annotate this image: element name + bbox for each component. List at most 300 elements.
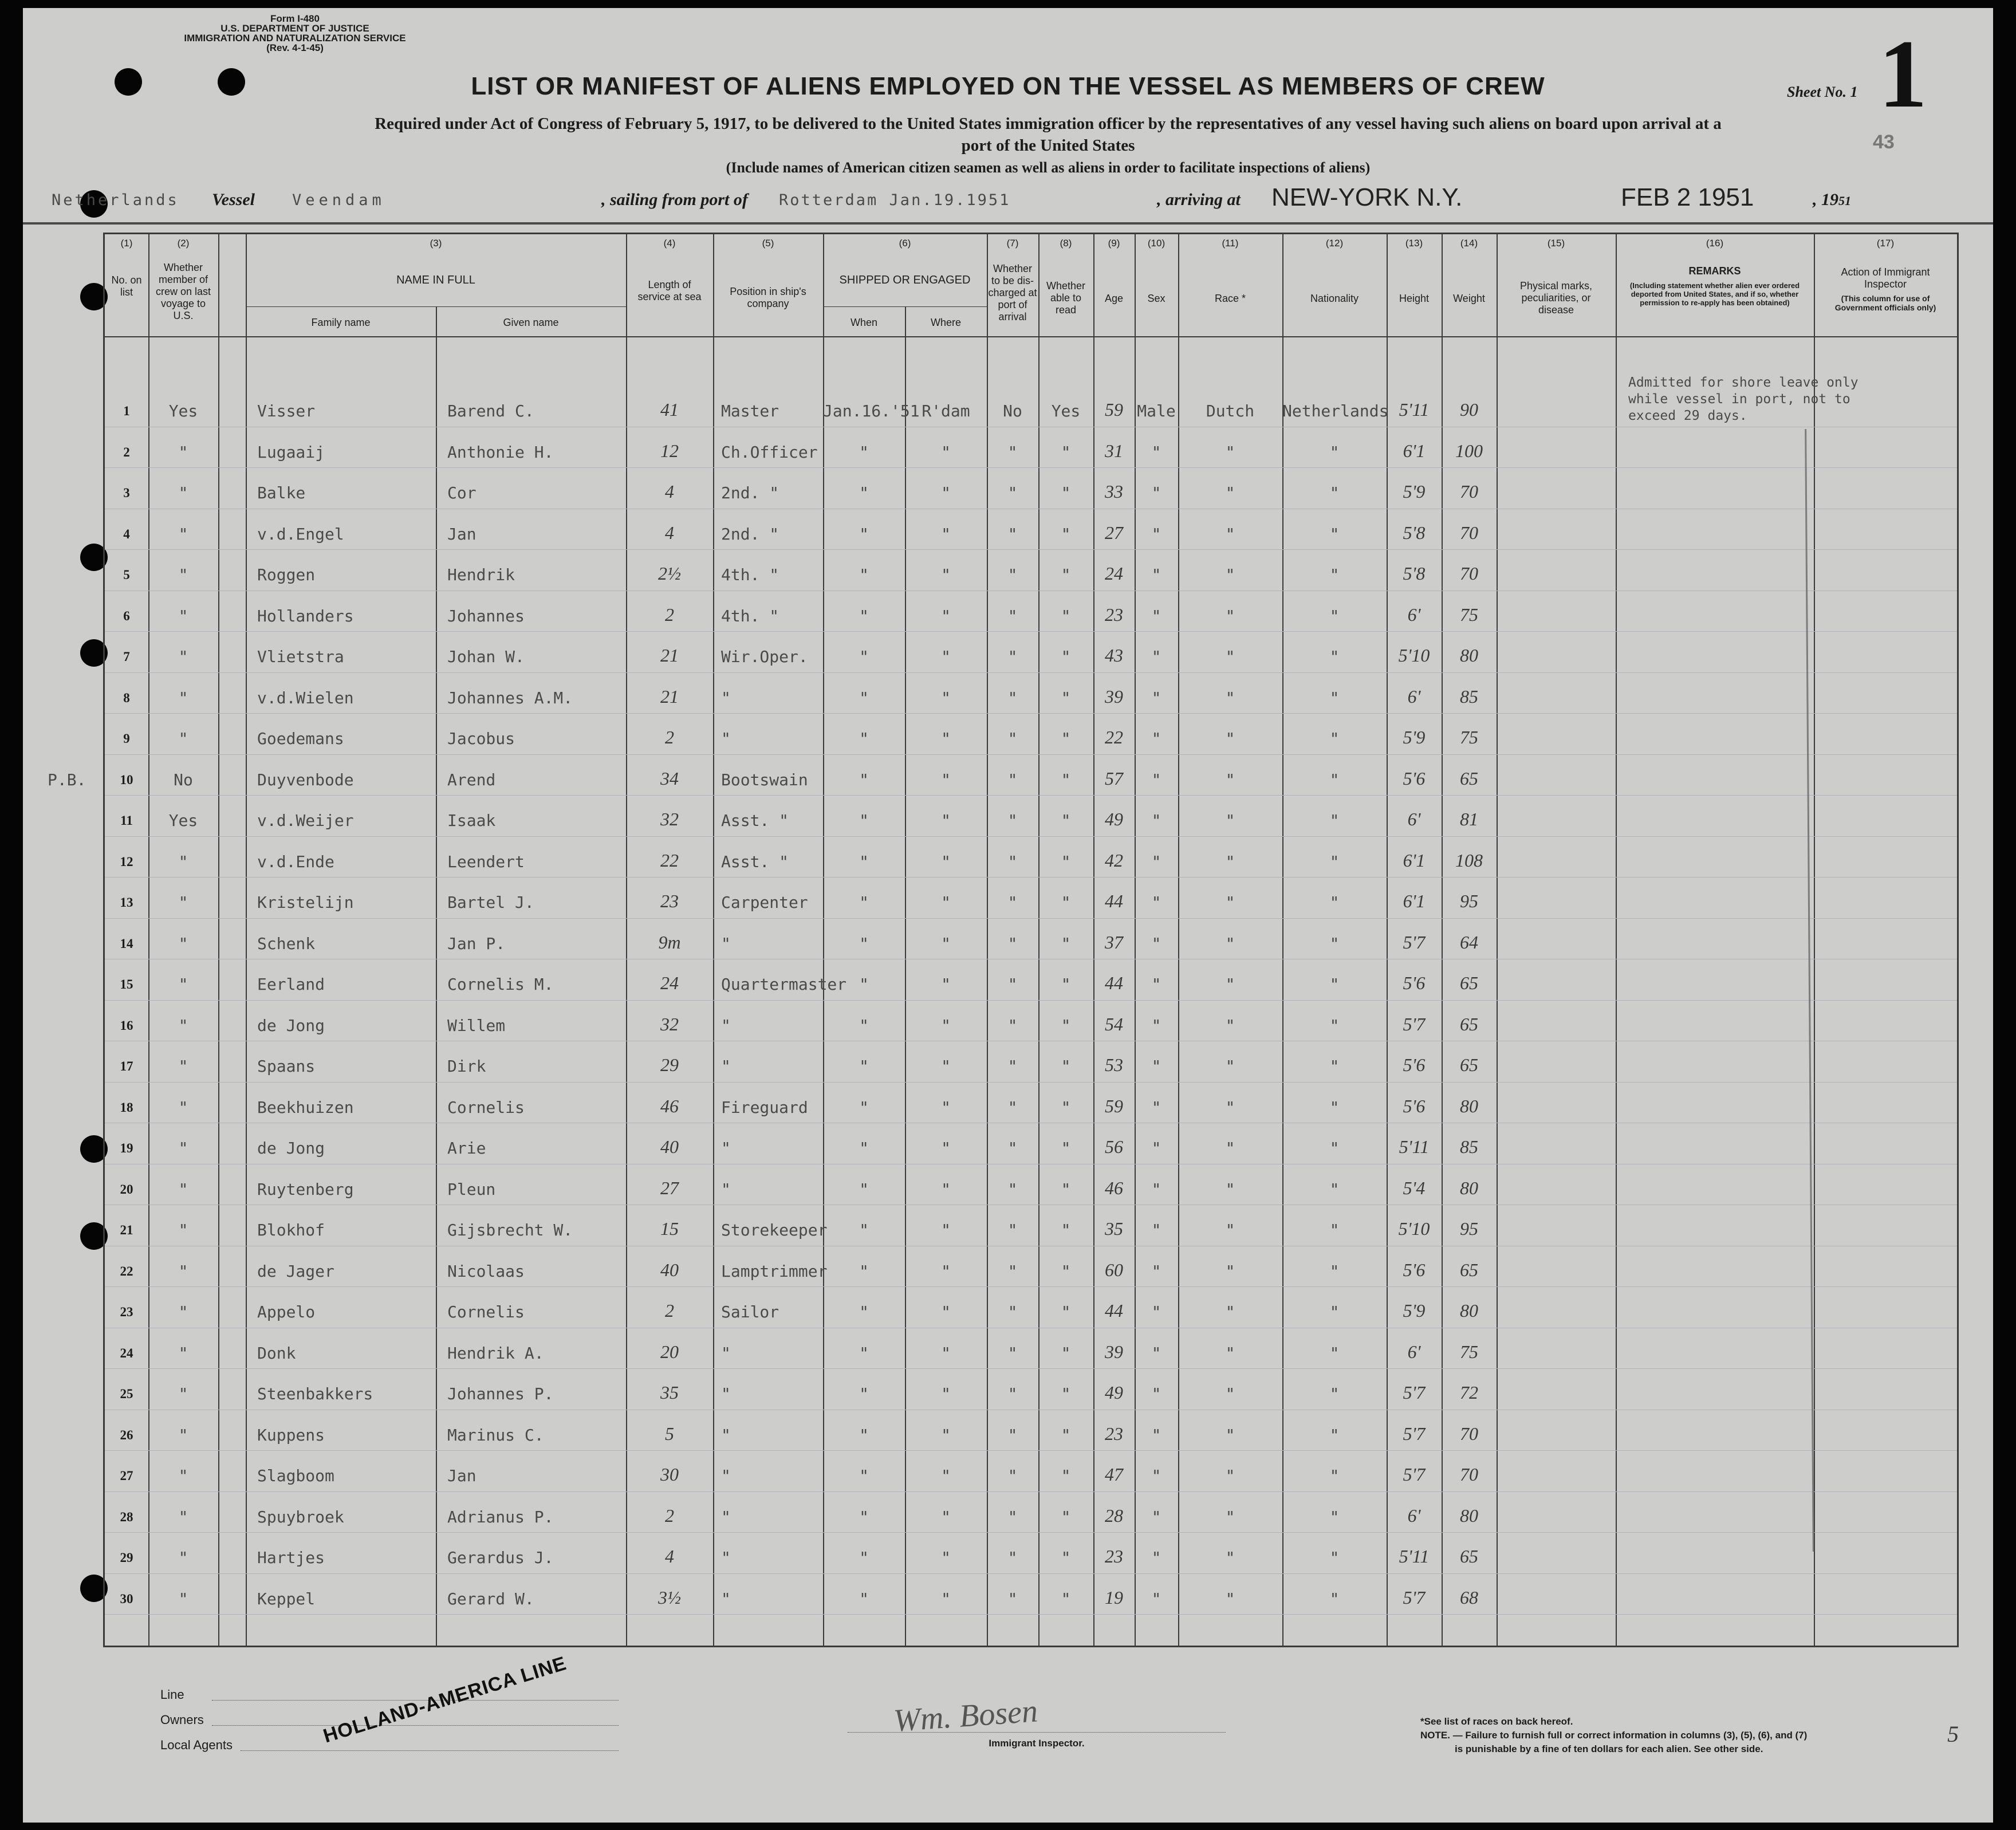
col-17-number: (17) xyxy=(1876,238,1895,249)
cell-given: Hendrik xyxy=(447,565,515,584)
cell-disch: " xyxy=(1007,442,1018,462)
row-rule xyxy=(105,918,1957,919)
cell-age: 19 xyxy=(1105,1587,1123,1608)
cell-height: 5'9 xyxy=(1403,1300,1426,1321)
cell-when: " xyxy=(859,1507,869,1526)
cell-race: " xyxy=(1225,1507,1235,1526)
cell-read: " xyxy=(1061,647,1071,666)
cell-position: " xyxy=(721,1589,731,1608)
cell-prev: " xyxy=(178,1384,188,1403)
cell-given: Bartel J. xyxy=(447,893,534,912)
cell-prev: " xyxy=(178,688,188,707)
cell-weight: 80 xyxy=(1460,1177,1478,1198)
cell-height: 5'11 xyxy=(1399,399,1430,420)
cell-weight: 75 xyxy=(1460,604,1478,625)
row-rule xyxy=(105,631,1957,632)
cell-sex: " xyxy=(1151,1016,1161,1035)
cell-family: Spuybroek xyxy=(257,1507,344,1526)
cell-race: " xyxy=(1225,1016,1235,1035)
big-sheet-number: 1 xyxy=(1879,20,1927,128)
cell-read: " xyxy=(1061,1425,1071,1445)
cell-position: " xyxy=(721,934,731,953)
col-2-label: Whether member of crew on last voyage to U.S. xyxy=(155,262,211,321)
note-text-1: — Failure to furnish full or correct information in columns (3), (5), (6), and (7) xyxy=(1452,1730,1808,1741)
cell-where: " xyxy=(941,647,951,666)
cell-where: " xyxy=(941,1302,951,1321)
cell-race: " xyxy=(1225,893,1235,912)
cell-service: 20 xyxy=(660,1341,679,1362)
cell-disch: " xyxy=(1007,811,1018,830)
cell-sex: " xyxy=(1151,1589,1161,1608)
cell-no: 11 xyxy=(120,813,133,828)
cell-position: 2nd. " xyxy=(721,483,779,502)
cell-height: 5'11 xyxy=(1399,1546,1430,1567)
cell-read: " xyxy=(1061,1589,1071,1608)
cell-age: 23 xyxy=(1105,1423,1123,1444)
cell-age: 35 xyxy=(1105,1218,1123,1239)
cell-given: Gijsbrecht W. xyxy=(447,1221,573,1239)
cell-race: " xyxy=(1225,1302,1235,1321)
cell-where: " xyxy=(941,1466,951,1485)
cell-prev: " xyxy=(178,606,188,625)
local-agents-label: Local Agents xyxy=(160,1738,233,1752)
cell-where: " xyxy=(941,893,951,912)
holland-america-stamp: HOLLAND-AMERICA LINE xyxy=(321,1652,569,1748)
cell-disch: " xyxy=(1007,1302,1018,1321)
cell-family: Blokhof xyxy=(257,1221,325,1239)
cell-position: " xyxy=(721,1548,731,1567)
cell-weight: 72 xyxy=(1460,1382,1478,1403)
cell-age: 49 xyxy=(1105,1382,1123,1403)
cell-family: Lugaaij xyxy=(257,442,325,462)
cell-sex: " xyxy=(1151,852,1161,871)
crew-row xyxy=(105,1378,1957,1419)
cell-family: Balke xyxy=(257,483,306,502)
cell-when: " xyxy=(859,1302,869,1321)
col-9-number: (9) xyxy=(1108,238,1120,249)
vessel-name: Veendam xyxy=(292,191,385,209)
when-label: When xyxy=(850,317,878,328)
cell-nat: " xyxy=(1329,770,1340,789)
cell-where: " xyxy=(941,1589,951,1608)
cell-service: 3½ xyxy=(658,1587,681,1608)
cell-weight: 68 xyxy=(1460,1587,1478,1608)
crew-table xyxy=(48,233,1959,1647)
cell-height: 6'1 xyxy=(1403,849,1426,871)
cell-nat: " xyxy=(1329,1016,1340,1035)
cell-family: v.d.Wielen xyxy=(257,688,354,707)
crew-row xyxy=(105,968,1957,1009)
cell-height: 5'9 xyxy=(1403,481,1426,502)
cell-when: " xyxy=(859,606,869,625)
cell-weight: 75 xyxy=(1460,1341,1478,1362)
cell-when: " xyxy=(859,1425,869,1445)
cell-disch: " xyxy=(1007,1384,1018,1403)
cell-service: 2 xyxy=(665,727,674,747)
cell-prev: " xyxy=(178,647,188,666)
cell-age: 39 xyxy=(1105,686,1123,707)
cell-where: " xyxy=(941,1016,951,1035)
cell-no: 10 xyxy=(120,772,133,787)
cell-where: " xyxy=(941,770,951,789)
cell-weight: 80 xyxy=(1460,1300,1478,1321)
cell-given: Jan P. xyxy=(447,934,506,953)
cell-age: 39 xyxy=(1105,1341,1123,1362)
col-12-label: Nationality xyxy=(1310,293,1359,304)
cell-disch: " xyxy=(1007,934,1018,953)
flag-value: Netherlands xyxy=(52,191,179,209)
cell-height: 5'10 xyxy=(1398,645,1430,666)
cell-nat: " xyxy=(1329,1548,1340,1567)
cell-height: 5'7 xyxy=(1403,1013,1426,1034)
cell-nat: " xyxy=(1329,1139,1340,1158)
col-15-label: Physical marks, peculiarities, or disease xyxy=(1519,280,1593,316)
cell-prev: " xyxy=(178,729,188,748)
row-rule xyxy=(105,754,1957,755)
cell-service: 23 xyxy=(660,891,679,911)
cell-sex: " xyxy=(1151,1179,1161,1199)
form-number: Form I-480 xyxy=(270,13,320,24)
col-10-number: (10) xyxy=(1147,238,1166,249)
cell-given: Willem xyxy=(447,1016,506,1035)
cell-age: 46 xyxy=(1105,1177,1123,1198)
cell-read: " xyxy=(1061,1507,1071,1526)
cell-disch: " xyxy=(1007,1589,1018,1608)
cell-disch: " xyxy=(1007,1548,1018,1567)
note-label: NOTE. xyxy=(1420,1730,1450,1741)
cell-when: " xyxy=(859,524,869,544)
cell-given: Jan xyxy=(447,1466,477,1485)
cell-position: " xyxy=(721,1016,731,1035)
cell-no: 1 xyxy=(123,404,130,418)
cell-given: Gerardus J. xyxy=(447,1548,554,1567)
row-rule xyxy=(105,1614,1957,1615)
cell-service: 15 xyxy=(660,1218,679,1239)
cell-service: 22 xyxy=(660,849,679,871)
cell-height: 5'6 xyxy=(1403,768,1426,789)
cell-prev: " xyxy=(178,1179,188,1199)
races-note: *See list of races on back hereof. xyxy=(1420,1716,1573,1727)
cell-age: 53 xyxy=(1105,1054,1123,1075)
col-10-label: Sex xyxy=(1147,293,1166,304)
cell-position: Asst. " xyxy=(721,852,789,871)
cell-when: " xyxy=(859,565,869,584)
owners-field xyxy=(212,1725,619,1726)
cell-service: 24 xyxy=(660,973,679,993)
cell-disch: " xyxy=(1007,688,1018,707)
cell-family: Steenbakkers xyxy=(257,1384,373,1403)
col-13-label: Height xyxy=(1399,293,1430,304)
cell-family: Appelo xyxy=(257,1302,316,1321)
cell-height: 5'7 xyxy=(1403,1464,1426,1485)
col-4-label: Length of service at sea xyxy=(637,279,702,302)
cell-service: 35 xyxy=(660,1382,679,1403)
cell-prev: Yes xyxy=(168,402,198,420)
cell-no: 13 xyxy=(120,895,133,910)
cell-race: " xyxy=(1225,1139,1235,1158)
cell-age: 57 xyxy=(1105,768,1123,789)
cell-sex: " xyxy=(1151,688,1161,707)
cell-age: 22 xyxy=(1105,727,1123,747)
cell-nat: " xyxy=(1329,565,1340,584)
cell-read: " xyxy=(1061,483,1071,502)
punch-hole xyxy=(115,68,142,96)
cell-no: 2 xyxy=(123,444,130,459)
cell-nat: " xyxy=(1329,1589,1340,1608)
cell-when: " xyxy=(859,1548,869,1567)
row-rule xyxy=(105,1532,1957,1533)
cell-given: Gerard W. xyxy=(447,1589,534,1608)
cell-given: Cornelis M. xyxy=(447,975,554,994)
cell-given: Johan W. xyxy=(447,647,525,666)
cell-when: " xyxy=(859,442,869,462)
cell-position: Sailor xyxy=(721,1302,779,1321)
row-rule xyxy=(105,713,1957,714)
crew-row xyxy=(105,886,1957,927)
crew-row xyxy=(105,1173,1957,1214)
cell-disch: " xyxy=(1007,483,1018,502)
cell-age: 28 xyxy=(1105,1505,1123,1526)
cell-sex: " xyxy=(1151,1466,1161,1485)
corner-number: 5 xyxy=(1947,1721,1959,1747)
cell-prev: " xyxy=(178,1548,188,1567)
fine-note-line-1 xyxy=(1420,1730,1807,1741)
crew-row xyxy=(105,1009,1957,1050)
cell-prev: " xyxy=(178,442,188,462)
cell-read: Yes xyxy=(1051,402,1081,420)
crew-row xyxy=(105,518,1957,559)
cell-nat: " xyxy=(1329,1425,1340,1445)
cell-disch: " xyxy=(1007,1261,1018,1281)
cell-no: 4 xyxy=(123,526,130,541)
cell-sex: " xyxy=(1151,1425,1161,1445)
cell-sex: " xyxy=(1151,1221,1161,1239)
cell-position: " xyxy=(721,1179,731,1199)
port-from: Rotterdam Jan.19.1951 xyxy=(779,191,1011,209)
cell-where: " xyxy=(941,1057,951,1076)
cell-no: 5 xyxy=(123,568,130,582)
cell-when: " xyxy=(859,1343,869,1363)
cell-race: " xyxy=(1225,811,1235,830)
cell-nat: " xyxy=(1329,483,1340,502)
cell-when: " xyxy=(859,1466,869,1485)
form-revision: (Rev. 4-1-45) xyxy=(266,42,324,53)
cell-race: " xyxy=(1225,1261,1235,1281)
cell-when: " xyxy=(859,811,869,830)
cell-family: de Jong xyxy=(257,1139,325,1158)
cell-height: 5'6 xyxy=(1403,1054,1426,1075)
cell-race: " xyxy=(1225,1179,1235,1199)
cell-prev: " xyxy=(178,934,188,953)
cell-race: " xyxy=(1225,934,1235,953)
cell-height: 5'7 xyxy=(1403,1382,1426,1403)
cell-given: Arie xyxy=(447,1139,486,1158)
cell-read: " xyxy=(1061,729,1071,748)
cell-weight: 95 xyxy=(1460,891,1478,911)
col-17-note: (This column for use of Government officials only) xyxy=(1834,294,1936,312)
cell-weight: 108 xyxy=(1455,849,1483,871)
cell-race: " xyxy=(1225,1548,1235,1567)
row-rule xyxy=(105,1368,1957,1369)
cell-nat: " xyxy=(1329,524,1340,544)
cell-family: Eerland xyxy=(257,975,325,994)
cell-height: 6'1 xyxy=(1403,891,1426,911)
cell-read: " xyxy=(1061,1057,1071,1076)
cell-service: 2 xyxy=(665,1505,674,1526)
cell-prev: " xyxy=(178,524,188,544)
cell-given: Cor xyxy=(447,483,477,502)
cell-given: Pleun xyxy=(447,1179,496,1199)
cell-race: " xyxy=(1225,1425,1235,1445)
cell-age: 24 xyxy=(1105,563,1123,584)
cell-height: 5'6 xyxy=(1403,973,1426,993)
cell-sex: " xyxy=(1151,606,1161,625)
cell-nat: " xyxy=(1329,934,1340,953)
subtitle-line-2: port of the United States xyxy=(961,136,1135,155)
cell-age: 42 xyxy=(1105,849,1123,871)
cell-race: " xyxy=(1225,852,1235,871)
family-name-label: Family name xyxy=(311,317,371,328)
col-6-label: SHIPPED OR ENGAGED xyxy=(839,274,971,286)
cell-height: 5'8 xyxy=(1403,522,1426,543)
col-15-number: (15) xyxy=(1547,238,1565,249)
col-3-number: (3) xyxy=(430,238,442,249)
cell-family: de Jong xyxy=(257,1016,325,1035)
col-8-label: Whether able to read xyxy=(1046,280,1086,316)
row-rule xyxy=(105,672,1957,673)
cell-when: " xyxy=(859,770,869,789)
cell-where: " xyxy=(941,975,951,994)
cell-sex: " xyxy=(1151,811,1161,830)
cell-nat: " xyxy=(1329,729,1340,748)
crew-row xyxy=(105,1255,1957,1296)
cell-height: 6' xyxy=(1407,1341,1421,1362)
cell-weight: 70 xyxy=(1460,563,1478,584)
crew-row xyxy=(105,600,1957,641)
crew-row xyxy=(105,640,1957,682)
cell-family: v.d.Weijer xyxy=(257,811,354,830)
cell-service: 34 xyxy=(660,768,679,789)
col-7-number: (7) xyxy=(1006,238,1019,249)
cell-family: Kristelijn xyxy=(257,893,354,912)
row-rule xyxy=(105,1286,1957,1287)
cell-height: 6' xyxy=(1407,1505,1421,1526)
crew-row xyxy=(105,1091,1957,1132)
cell-where: " xyxy=(941,1097,951,1117)
cell-sex: " xyxy=(1151,975,1161,994)
cell-when: " xyxy=(859,647,869,666)
cell-service: 4 xyxy=(665,522,674,543)
cell-position: " xyxy=(721,688,731,707)
cell-when: " xyxy=(859,1589,869,1608)
cell-family: Visser xyxy=(257,402,316,420)
cell-disch: No xyxy=(1003,402,1022,420)
col-11-label: Race * xyxy=(1214,293,1246,304)
cell-sex: " xyxy=(1151,1302,1161,1321)
cell-nat: " xyxy=(1329,647,1340,666)
cell-race: " xyxy=(1225,688,1235,707)
col-5-number: (5) xyxy=(762,238,774,249)
cell-read: " xyxy=(1061,1016,1071,1035)
cell-disch: " xyxy=(1007,1221,1018,1239)
cell-disch: " xyxy=(1007,606,1018,625)
department: U.S. DEPARTMENT OF JUSTICE xyxy=(220,23,369,34)
cell-service: 27 xyxy=(660,1177,679,1198)
agents-field xyxy=(241,1750,619,1751)
cell-prev: " xyxy=(178,1302,188,1321)
cell-family: Vlietstra xyxy=(257,647,344,666)
cell-weight: 65 xyxy=(1460,1259,1478,1280)
cell-height: 6' xyxy=(1407,686,1421,707)
cell-nat: " xyxy=(1329,1057,1340,1076)
cell-given: Hendrik A. xyxy=(447,1343,544,1363)
cell-no: 14 xyxy=(120,936,133,951)
cell-no: 26 xyxy=(120,1427,133,1442)
cell-service: 2 xyxy=(665,1300,674,1321)
cell-prev: " xyxy=(178,1016,188,1035)
cell-race: " xyxy=(1225,729,1235,748)
cell-disch: " xyxy=(1007,524,1018,544)
cell-weight: 95 xyxy=(1460,1218,1478,1239)
cell-disch: " xyxy=(1007,1466,1018,1485)
port-to: NEW-YORK N.Y. xyxy=(1271,183,1463,211)
cell-nat: " xyxy=(1329,1466,1340,1485)
cell-given: Jacobus xyxy=(447,729,515,748)
row-rule xyxy=(105,467,1957,468)
cell-height: 5'6 xyxy=(1403,1259,1426,1280)
cell-family: v.d.Engel xyxy=(257,524,344,544)
cell-weight: 65 xyxy=(1460,768,1478,789)
cell-weight: 90 xyxy=(1460,399,1478,420)
year-label xyxy=(1813,190,1851,210)
cell-read: " xyxy=(1061,565,1071,584)
cell-prev: " xyxy=(178,852,188,871)
cell-disch: " xyxy=(1007,1139,1018,1158)
cell-nat: " xyxy=(1329,1097,1340,1117)
cell-nat: " xyxy=(1329,688,1340,707)
cell-sex: " xyxy=(1151,1343,1161,1363)
row-rule xyxy=(105,1573,1957,1574)
cell-disch: " xyxy=(1007,1016,1018,1035)
cell-given: Johannes A.M. xyxy=(447,688,573,707)
cell-prev: " xyxy=(178,893,188,912)
cell-where: " xyxy=(941,1261,951,1281)
cell-read: " xyxy=(1061,1548,1071,1567)
cell-when: " xyxy=(859,852,869,871)
cell-position: " xyxy=(721,1343,731,1363)
cell-race: " xyxy=(1225,524,1235,544)
cell-disch: " xyxy=(1007,1343,1018,1363)
cell-disch: " xyxy=(1007,1425,1018,1445)
col-2-number: (2) xyxy=(177,238,190,249)
cell-age: 31 xyxy=(1105,440,1123,461)
cell-where: " xyxy=(941,1548,951,1567)
cell-height: 6' xyxy=(1407,604,1421,625)
cell-weight: 100 xyxy=(1455,440,1483,461)
cell-where: " xyxy=(941,811,951,830)
vessel-label: Vessel xyxy=(212,190,255,209)
cell-service: 40 xyxy=(660,1259,679,1280)
cell-age: 49 xyxy=(1105,809,1123,829)
cell-when: " xyxy=(859,688,869,707)
cell-nat: " xyxy=(1329,1261,1340,1281)
cell-position: Lamptrimmer xyxy=(721,1261,828,1281)
cell-family: Hartjes xyxy=(257,1548,325,1567)
cell-read: " xyxy=(1061,770,1071,789)
cell-no: 29 xyxy=(120,1550,133,1565)
cell-age: 59 xyxy=(1105,1095,1123,1116)
cell-position: Wir.Oper. xyxy=(721,647,808,666)
